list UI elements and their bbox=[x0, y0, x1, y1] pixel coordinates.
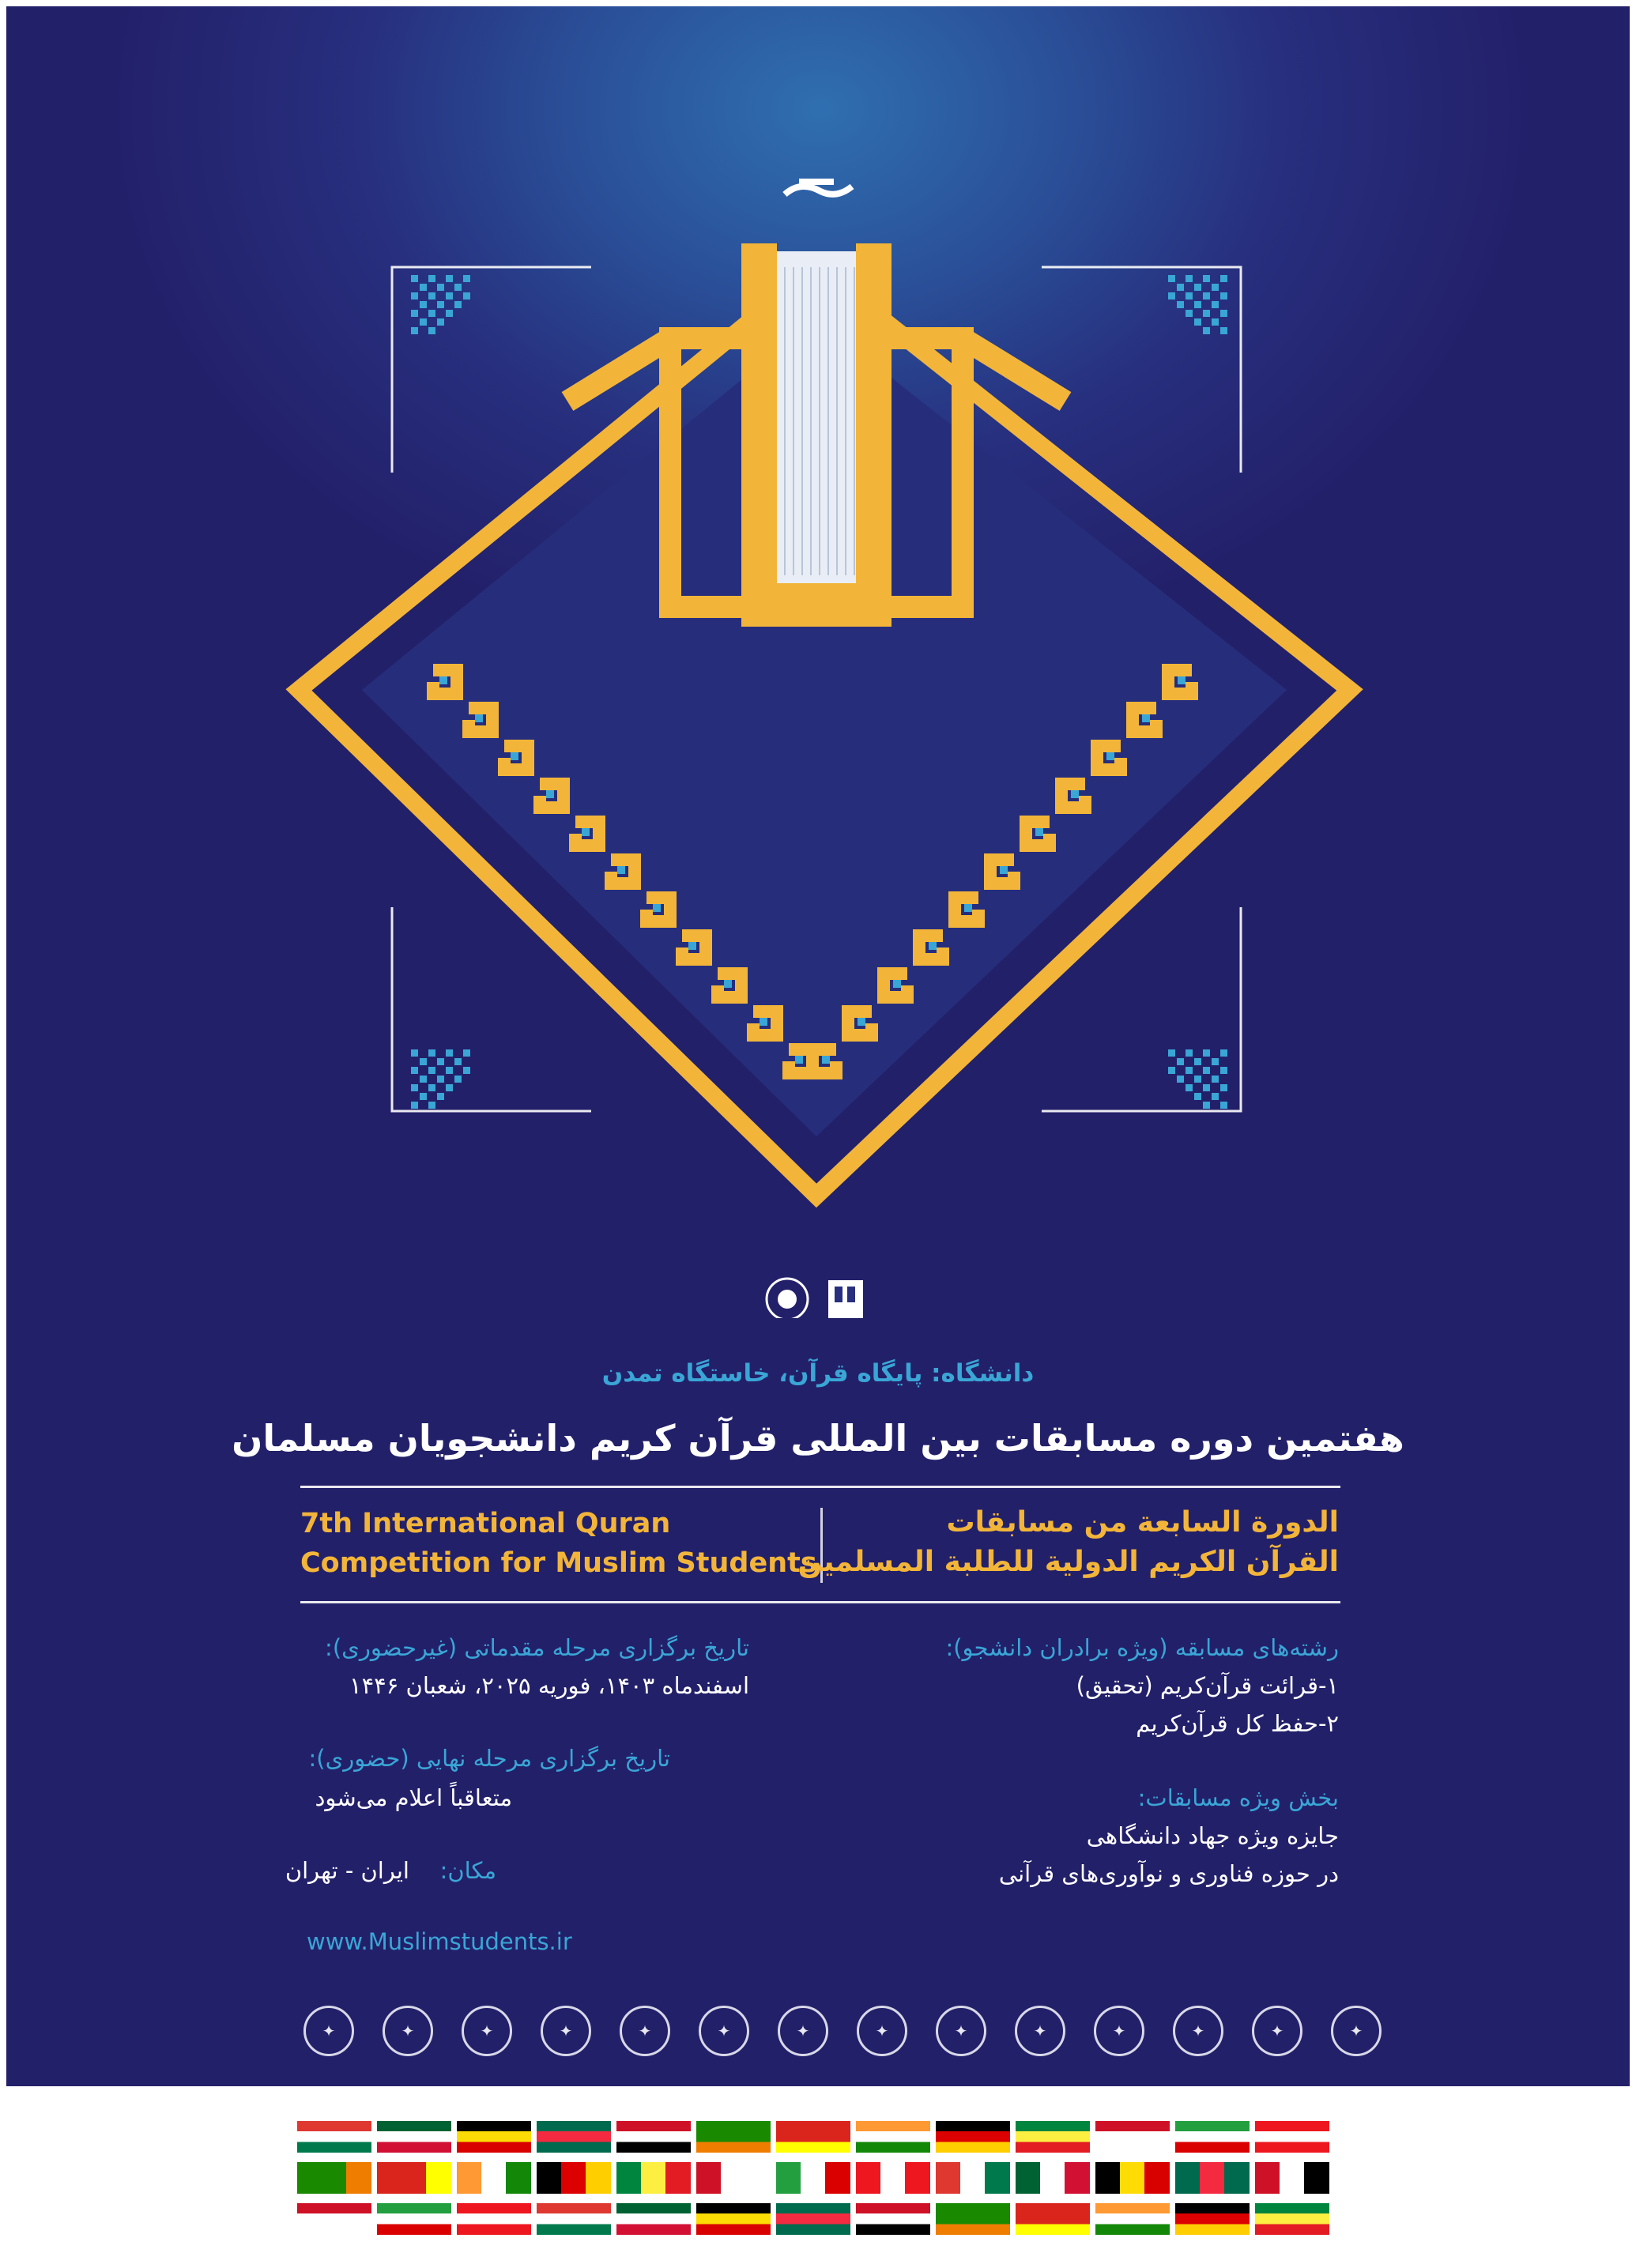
title-ar-line2: القرآن الكريم الدولية للطلبة المسلمين bbox=[797, 1546, 1339, 1578]
final-date-label: تاریخ برگزاری مرحله نهایی (حضوری): bbox=[308, 1745, 670, 1772]
organizer-logos bbox=[767, 1279, 863, 1318]
sponsor-logo: ✦ bbox=[1331, 2006, 1382, 2056]
flag-afghanistan bbox=[1255, 2203, 1329, 2235]
sponsor-logo: ✦ bbox=[1252, 2006, 1302, 2056]
flag-senegal bbox=[1016, 2121, 1090, 2153]
flag-pakistan bbox=[1016, 2162, 1090, 2194]
page-title: هفتمین دوره مسابقات بین المللی قرآن کریم دانشجویان مسلمان bbox=[232, 1417, 1404, 1460]
title-en-line2: Competition for Muslim Students bbox=[300, 1547, 817, 1579]
flag-oman bbox=[856, 2203, 930, 2235]
sponsor-logo: ✦ bbox=[620, 2006, 670, 2056]
special-section-label: بخش ویژه مسابقات: bbox=[1137, 1784, 1339, 1811]
flag-thailand bbox=[856, 2162, 930, 2194]
special-item-1: جایزه ویژه جهاد دانشگاهی bbox=[1086, 1822, 1339, 1849]
prelim-date-value: اسفندماه ۱۴۰۳، فوریه ۲۰۲۵، شعبان ۱۴۴۶ bbox=[349, 1672, 749, 1699]
flag-iraq bbox=[616, 2121, 691, 2153]
flag-sweden bbox=[1095, 2162, 1170, 2194]
special-item-2: در حوزه فناوری و نوآوری‌های قرآنی bbox=[998, 1860, 1339, 1887]
flag-algeria bbox=[377, 2121, 451, 2153]
flag-macedonia bbox=[936, 2203, 1010, 2235]
flag-uzbekistan bbox=[776, 2203, 850, 2235]
flag-tanzania bbox=[377, 2162, 451, 2194]
flag-nigeria bbox=[936, 2162, 1010, 2194]
university-slogan: دانشگاه: پایگاه قرآن، خاستگاه تمدن bbox=[601, 1359, 1035, 1388]
flag-tunisia bbox=[457, 2162, 531, 2194]
flag-myanmar bbox=[1095, 2203, 1170, 2235]
flag-chad bbox=[537, 2162, 611, 2194]
flag-kuwait bbox=[377, 2203, 451, 2235]
field-item-2: ۲-حفظ کل قرآن‌کریم bbox=[1136, 1710, 1339, 1737]
flag-uganda bbox=[457, 2121, 531, 2153]
sponsor-logo: ✦ bbox=[462, 2006, 512, 2056]
sponsor-logo: ✦ bbox=[857, 2006, 907, 2056]
sponsor-logo: ✦ bbox=[303, 2006, 354, 2056]
kufic-square-calligraphy-icon bbox=[299, 179, 1350, 1196]
flag-mauritania bbox=[537, 2203, 611, 2235]
sponsor-logo: ✦ bbox=[1015, 2006, 1065, 2056]
flag-australia bbox=[297, 2203, 371, 2235]
final-date-value: متعاقباً اعلام می‌شود bbox=[315, 1784, 512, 1811]
title-en-line1: 7th International Quran bbox=[300, 1508, 671, 1539]
title-ar-line1: الدورة السابعة من مسابقات bbox=[946, 1506, 1339, 1539]
place-label: مکان: bbox=[439, 1857, 496, 1884]
sponsor-logo: ✦ bbox=[383, 2006, 433, 2056]
flag-uk bbox=[616, 2203, 691, 2235]
flag-yemen bbox=[1175, 2203, 1250, 2235]
website-link[interactable]: www.Muslimstudents.ir bbox=[307, 1928, 572, 1955]
sponsor-logo: ✦ bbox=[541, 2006, 591, 2056]
flag-south-africa bbox=[297, 2121, 371, 2153]
divider-top bbox=[300, 1486, 1340, 1488]
flag-india bbox=[856, 2121, 930, 2153]
sponsor-logo: ✦ bbox=[699, 2006, 749, 2056]
flag-iran bbox=[1175, 2121, 1250, 2153]
flag-china bbox=[696, 2162, 771, 2194]
flag-albania bbox=[1255, 2162, 1329, 2194]
poster bbox=[6, 6, 1630, 2086]
flag-bosnia bbox=[1016, 2203, 1090, 2235]
sponsor-logo: ✦ bbox=[936, 2006, 986, 2056]
flag-kenya bbox=[297, 2162, 371, 2194]
sponsor-logo: ✦ bbox=[1173, 2006, 1223, 2056]
flag-germany bbox=[936, 2121, 1010, 2153]
flag-zambia bbox=[696, 2121, 771, 2153]
flag-indonesia bbox=[1095, 2121, 1170, 2153]
flag-somalia bbox=[776, 2162, 850, 2194]
flag-ghana bbox=[1175, 2162, 1250, 2194]
flag-lebanon bbox=[1255, 2121, 1329, 2153]
calligraphy-emblem bbox=[6, 6, 1630, 1318]
sponsor-logo: ✦ bbox=[778, 2006, 828, 2056]
fields-label: رشته‌های مسابقه (ویژه برادران دانشجو): bbox=[945, 1634, 1339, 1661]
flag-malaysia bbox=[616, 2162, 691, 2194]
flag-syria bbox=[696, 2203, 771, 2235]
sponsor-logo: ✦ bbox=[1094, 2006, 1144, 2056]
flag-mali bbox=[457, 2203, 531, 2235]
flag-vietnam bbox=[776, 2121, 850, 2153]
flag-bangladesh bbox=[537, 2121, 611, 2153]
prelim-date-label: تاریخ برگزاری مرحله مقدماتی (غیرحضوری): bbox=[325, 1634, 749, 1661]
place-value: ایران - تهران bbox=[285, 1857, 409, 1884]
divider-bottom bbox=[300, 1601, 1340, 1603]
field-item-1: ۱-قرائت قرآن‌کریم (تحقیق) bbox=[1076, 1672, 1339, 1699]
